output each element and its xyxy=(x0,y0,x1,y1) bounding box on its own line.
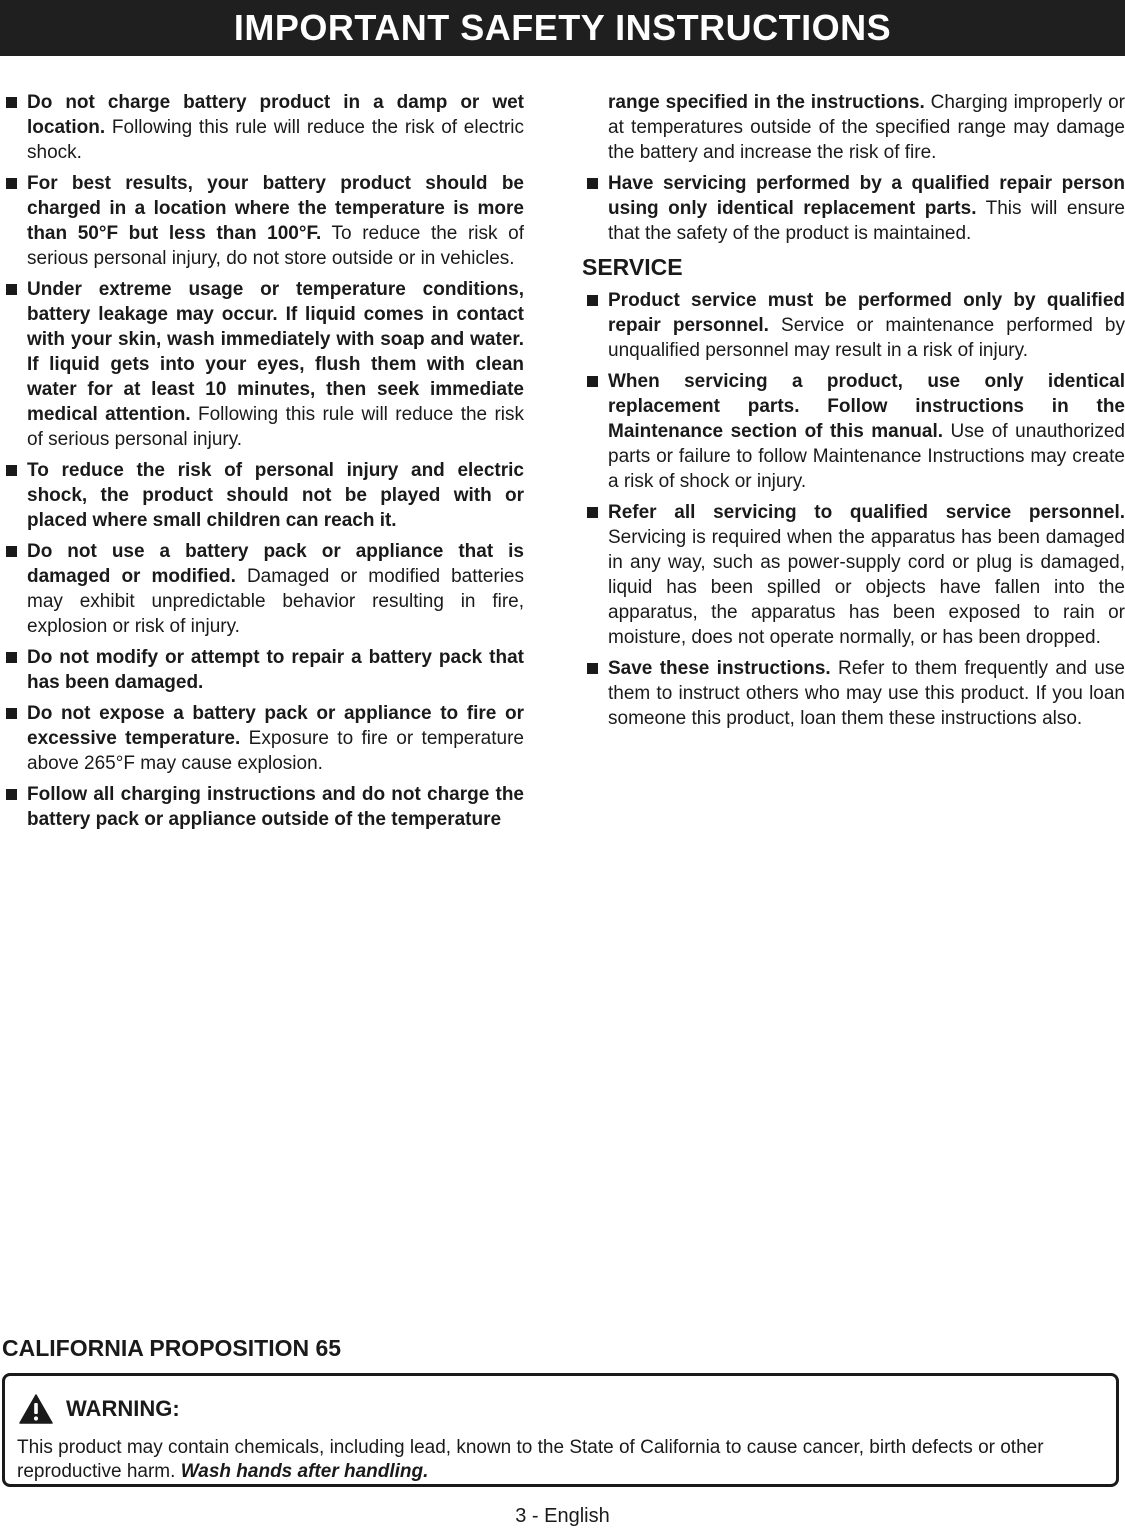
list-item: Have servicing performed by a qualified repair person using only identical replacement parts. This will ensure that the safety of the product is maintained. xyxy=(587,171,1125,246)
list-item-continuation: range specified in the instructions. Charging improperly or at temperatures outside of the specified range may damage the battery and increase the risk of fire. xyxy=(608,92,1125,163)
square-bullet-icon xyxy=(587,178,598,189)
list-item: Under extreme usage or temperature conditions, battery leakage may occur. If liquid comes in contact with your skin, wash immediately with soap and water. If liquid gets into your eyes, flush them with clean water for at least 10 minutes, then seek immediate medical attention. Following this rule will reduce the risk of serious personal injury. xyxy=(6,277,524,452)
warning-text: This product may contain chemicals, including lead, known to the State of California to cause cancer, birth defects or other reproductive harm. Wash hands after handling. xyxy=(17,1437,1044,1482)
square-bullet-icon xyxy=(587,507,598,518)
list-item: Do not charge battery product in a damp or wet location. Following this rule will reduce the risk of electric shock. xyxy=(6,90,524,165)
warning-header xyxy=(19,1394,180,1424)
square-bullet-icon xyxy=(6,546,17,557)
square-bullet-icon xyxy=(6,708,17,719)
square-bullet-icon xyxy=(587,663,598,674)
warning-label: WARNING: xyxy=(66,1396,180,1421)
warning-triangle-icon xyxy=(19,1394,53,1424)
square-bullet-icon xyxy=(6,465,17,476)
service-heading: SERVICE xyxy=(582,254,683,280)
right-column xyxy=(582,90,1125,737)
left-column xyxy=(6,90,524,838)
list-item: When servicing a product, use only identical replacement parts. Follow instructions in the Maintenance section of this manual. Use of unauthorized parts or failure to follow Maintenance Instructions may create a risk of shock or injury. xyxy=(587,369,1125,494)
warning-box xyxy=(2,1373,1119,1487)
list-item: Do not use a battery pack or appliance that is damaged or modified. Damaged or modified batteries may exhibit unpredictable behavior resulting in fire, explosion or risk of injury. xyxy=(6,539,524,639)
list-item: Save these instructions. Refer to them frequently and use them to instruct others who may use this product. If you loan someone this product, loan them these instructions also. xyxy=(587,656,1125,731)
square-bullet-icon xyxy=(6,178,17,189)
warning-emphasis: Wash hands after handling. xyxy=(180,1461,429,1482)
list-item: To reduce the risk of personal injury and electric shock, the product should not be played with or placed where small children can reach it. xyxy=(6,458,524,533)
square-bullet-icon xyxy=(6,97,17,108)
list-item: For best results, your battery product should be charged in a location where the temperature is more than 50°F but less than 100°F. To reduce the risk of serious personal injury, do not store outside or in vehicles. xyxy=(6,171,524,271)
page-number: 3 - English xyxy=(515,1505,610,1527)
square-bullet-icon xyxy=(6,789,17,800)
list-item: Follow all charging instructions and do not charge the battery pack or appliance outside of the temperature xyxy=(6,782,524,832)
list-item: Refer all servicing to qualified service personnel. Servicing is required when the apparatus has been damaged in any way, such as power-supply cord or plug is damaged, liquid has been spilled or objects have fallen into the apparatus, the apparatus has been exposed to rain or moisture, does not operate normally, or has been dropped. xyxy=(587,500,1125,650)
square-bullet-icon xyxy=(6,652,17,663)
list-item: Product service must be performed only by qualified repair personnel. Service or maintenance performed by unqualified personnel may result in a risk of injury. xyxy=(587,288,1125,363)
page-header xyxy=(0,0,1125,56)
list-item: Do not expose a battery pack or appliance to fire or excessive temperature. Exposure to fire or temperature above 265°F may cause explosion. xyxy=(6,701,524,776)
proposition-heading: CALIFORNIA PROPOSITION 65 xyxy=(2,1335,342,1361)
square-bullet-icon xyxy=(587,295,598,306)
square-bullet-icon xyxy=(6,284,17,295)
square-bullet-icon xyxy=(587,376,598,387)
list-item: Do not modify or attempt to repair a battery pack that has been damaged. xyxy=(6,645,524,695)
page-title: IMPORTANT SAFETY INSTRUCTIONS xyxy=(233,7,892,48)
